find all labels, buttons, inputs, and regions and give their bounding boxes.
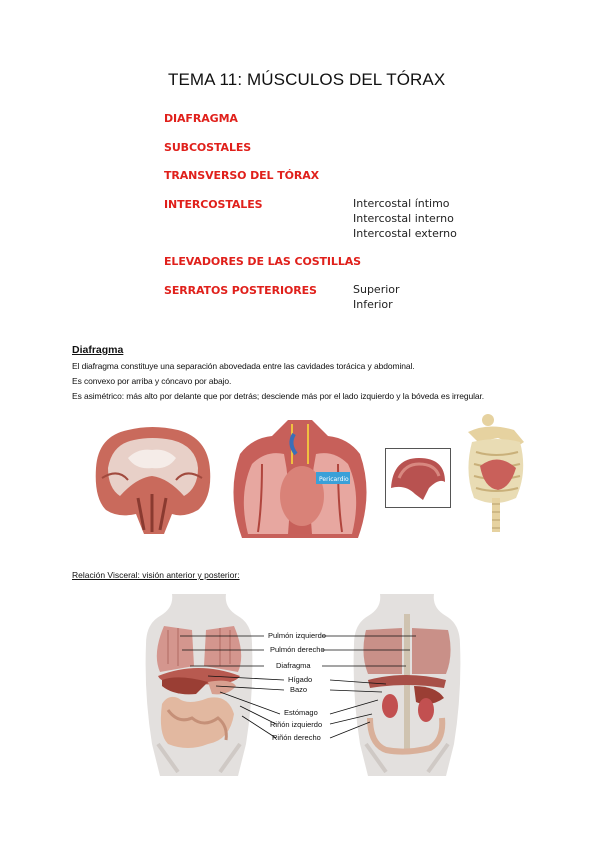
part-intercostal-interno: Intercostal interno <box>353 212 454 225</box>
muscle-diafragma: DIAFRAGMA <box>164 112 238 125</box>
diaphragm-inferior-image <box>88 418 216 536</box>
skeleton-diaphragm-image <box>458 412 536 540</box>
diafragma-line-3: Es asimétrico: más alto por delante que por detrás; desciende más por el lado izquierdo y la bóveda es irregular. <box>72 391 485 401</box>
label-diafragma: Diafragma <box>276 661 311 670</box>
diafragma-line-2: Es convexo por arriba y cóncavo por abajo. <box>72 376 232 386</box>
pericardio-tag: Pericardio <box>319 476 349 483</box>
relacion-visceral-heading: Relación Visceral: visión anterior y posterior: <box>72 570 240 580</box>
label-estomago: Estómago <box>284 708 318 717</box>
label-rinon-derecho: Riñón derecho <box>272 733 321 742</box>
intercostales-parts <box>353 196 457 241</box>
label-pulmon-izquierdo: Pulmón izquierdo <box>268 631 326 640</box>
label-higado: Hígado <box>288 675 313 684</box>
part-intercostal-intimo: Intercostal íntimo <box>353 197 450 210</box>
label-rinon-izquierdo: Riñón izquierdo <box>270 720 323 729</box>
muscle-transverso: TRANSVERSO DEL TÓRAX <box>164 169 320 182</box>
label-bazo: Bazo <box>290 685 308 694</box>
diaphragm-dome-image <box>385 448 451 508</box>
muscle-subcostales: SUBCOSTALES <box>164 141 252 154</box>
part-superior: Superior <box>353 283 400 296</box>
serratos-parts <box>353 282 400 312</box>
section-heading-diafragma: Diafragma <box>72 344 124 356</box>
muscle-intercostales: INTERCOSTALES <box>164 198 263 211</box>
muscle-serratos: SERRATOS POSTERIORES <box>164 284 317 297</box>
muscle-elevadores: ELEVADORES DE LAS COSTILLAS <box>164 255 361 268</box>
part-inferior: Inferior <box>353 298 393 311</box>
label-pulmon-derecho: Pulmón derecho <box>270 645 325 654</box>
page-title: TEMA 11: MÚSCULOS DEL TÓRAX <box>168 70 446 89</box>
diafragma-line-1: El diafragma constituye una separación abovedada entre las cavidades torácica y abdominal. <box>72 361 415 371</box>
thorax-anterior-image <box>222 414 378 538</box>
part-intercostal-externo: Intercostal externo <box>353 227 457 240</box>
